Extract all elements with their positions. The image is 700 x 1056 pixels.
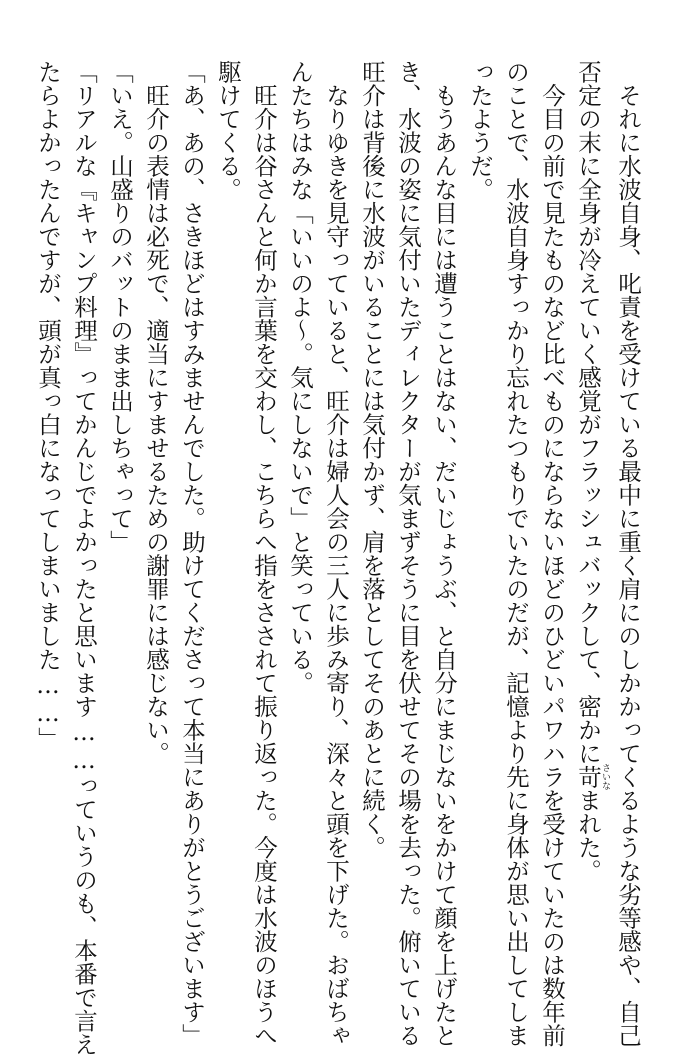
- text-line-4: のことで、水波自身すっかり忘れたつもりでいたのだが、記憶より先に身体が思い出してしま: [502, 60, 530, 1047]
- text-line-13: 「あ、あの、さきほどはすみませんでした。助けてくださって本当にありがとうございます」: [178, 60, 206, 1047]
- text-line-9: なりゆきを見守っていると、旺介は婦人会の三人に歩み寄り、深々と頭を下げた。おばちゃ: [322, 60, 350, 1047]
- text-line-16: 「リアルな『キャンプ料理』ってかんじでよかったと思います……っていうのも、本番で言え: [70, 60, 98, 1056]
- text-line-1: それに水波自身、叱責を受けている最中に重く肩にのしかかってくるような劣等感や、自己: [614, 60, 642, 1047]
- text-line-14: 旺介の表情は必死で、適当にすませるための謝罪には感じない。: [142, 60, 170, 765]
- text-line-17: たらよかったんですが、頭が真っ白になってしまいました……」: [34, 60, 62, 751]
- text-line-8: 旺介は背後に水波がいることには気付かず、肩を落としてそのあとに続く。: [358, 60, 386, 859]
- text-line-12: 駆けてくる。: [214, 60, 242, 201]
- ruby-reading: さいな: [600, 763, 610, 791]
- text-line-11: 旺介は谷さんと何か言葉を交わし、こちらへ指をさされて振り返った。今度は水波のほうへ: [250, 60, 278, 1047]
- text-line-6: もうあんな目には遭うことはない、だいじょうぶ、と自分にまじないをかけて顔を上げたと: [430, 60, 458, 1047]
- ruby-word: [574, 763, 610, 791]
- text-line-2-tail: まれた。: [574, 788, 602, 883]
- text-line-7: き、水波の姿に気付いたディレクターが気まずそうに目を伏せてその場を去った。俯いている: [394, 60, 422, 1047]
- vertical-text-body: [34, 60, 646, 1056]
- text-line-2-main: 否定の末に全身が冷えていく感覚がフラッシュバックして、密かに: [574, 60, 602, 765]
- ruby-base: 苛: [574, 763, 602, 791]
- text-line-3: 今目の前で見たものなど比べものにならないほどのひどいパワハラを受けていたのは数年前: [538, 60, 566, 1047]
- text-line-5: ったようだ。: [466, 60, 494, 201]
- text-line-15: 「いえ。山盛りのバットのまま出しちゃって」: [106, 60, 134, 554]
- text-line-2: [570, 60, 610, 960]
- text-line-10: んたちはみな「いいのよ〜。気にしないで」と笑っている。: [286, 60, 314, 695]
